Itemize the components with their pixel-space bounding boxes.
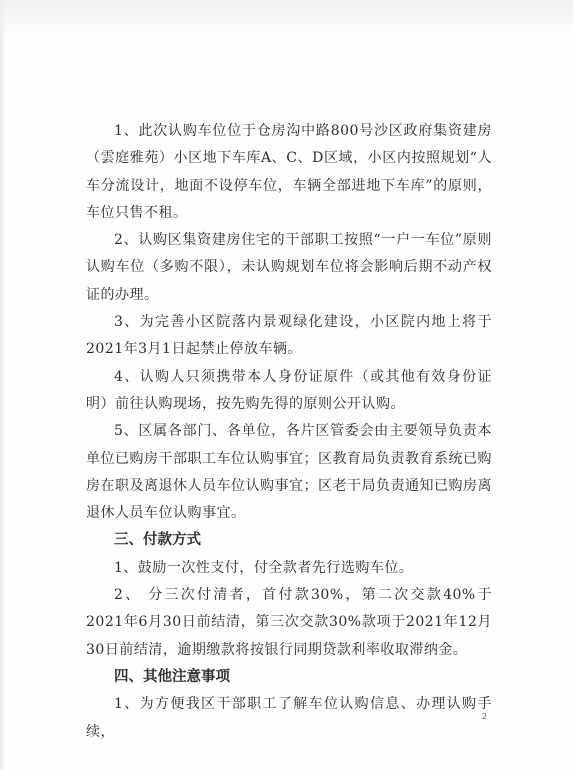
scan-top-shadow — [0, 0, 573, 40]
section-heading-payment: 三、付款方式 — [114, 532, 201, 549]
section-heading-other-notes: 四、其他注意事项 — [114, 668, 230, 685]
paragraph-full-payment: 1、鼓励一次性支付，付全款者先行选购车位。 — [114, 559, 414, 576]
paragraph-parking-location: 1、此次认购车位位于仓房沟中路800号沙区政府集资建房（雲庭雅苑）小区地下车库A、C、D区域，小区内按照规划“人车分流设计，地面不设停车位，车辆全部进地下车库”的原则，车位只售不租。 — [86, 123, 492, 221]
paragraph-department-responsibility: 5、区属各部门、各单位，各片区管委会由主要领导负责本单位已购房干部职工车位认购事宜；区教育局负责教育系统已购房在职及离退休人员车位认购事宜；区老干局负责通知已购房离退休人员车位认购事宜。 — [86, 423, 492, 522]
scan-left-shadow — [0, 0, 6, 770]
paragraph-id-required: 4、认购人只须携带本人身份证原件（或其他有效身份证明）前往认购现场，按先购先得的原则公开认购。 — [86, 368, 492, 412]
document-body — [86, 118, 492, 746]
paragraph-installment-payment: 2、 分三次付清者，首付款30%，第二次交款40%于2021年6月30日前结清，第三次交款30%款项于2021年12月30日前结清，逾期缴款将按银行同期贷款利率收取滞纳金。 — [86, 587, 492, 658]
paragraph-one-household-one-space: 2、认购区集资建房住宅的干部职工按照“一户一车位”原则认购车位（多购不限），未认购规划车位将会影响后期不动产权证的办理。 — [86, 232, 492, 303]
paragraph-no-ground-parking: 3、为完善小区院落内景观绿化建设，小区院内地上将于2021年3月1日起禁止停放车辆。 — [86, 314, 492, 358]
paragraph-other-note-1: 1、为方便我区干部职工了解车位认购信息、办理认购手续， — [86, 696, 492, 740]
page-number: 2 — [482, 712, 488, 721]
